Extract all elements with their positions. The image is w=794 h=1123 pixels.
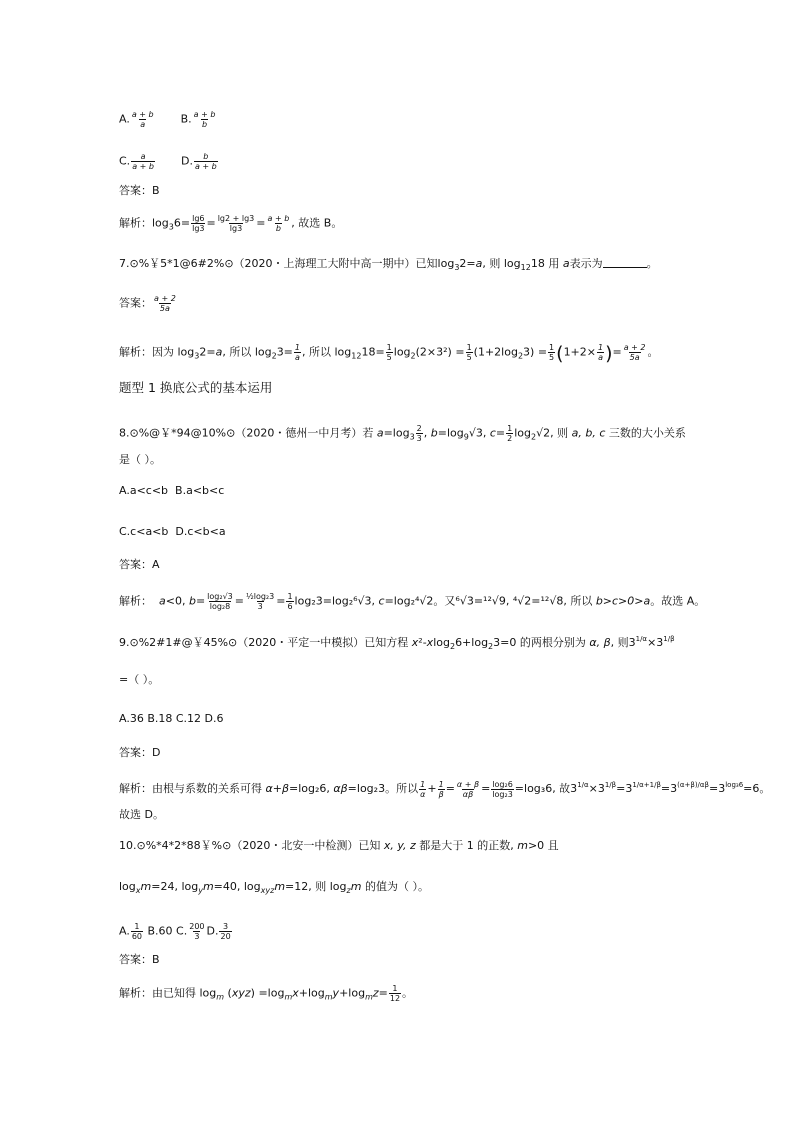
q9-question-line2: =（ ）。 — [119, 673, 160, 686]
option-d-fraction: $\frac{b}{a + b}$ — [194, 152, 217, 171]
option-d-label: D. — [180, 154, 193, 168]
q10-analysis: 解析：由已知得 $\log_m (xyz) =\log_mx+\log_my+\log_mz=$ $\frac{1}{12}$ 。 — [119, 984, 414, 1003]
q8-analysis: 解析： a<0, b= $\frac{\text{log₂√3}}{\text{log₂8}}$ = $\frac{\text{½log₂3}}{3}$ = $\frac{1}{6}$ log₂3=log₂⁶√3, c=log₂⁴√2。又⁶√3=¹²√9, ⁴√2=¹²√8, 所以 b>c>0>a。故选 A。 — [119, 592, 706, 611]
option-a-label: A. — [119, 112, 130, 126]
q8-question: 8.⊙%@￥*94@10%⊙（2020・德州一中月考）若 $a=\log_3$ $\frac{2}{3}$ , $b=\log_9√3$, c= $\frac{1}{2}$ $\log_2√2$, 则 a, b, c 三数的大小关系 — [119, 424, 686, 443]
q7-analysis: 解析：因为 $\log_32=a$, 所以 $\log_23=$ $\frac{1}{a}$ , 所以 $\log_{12}18=$ $\frac{1}{5}$ $\log_2(2\times 3^2)$ = $\frac{1}{5}$ $(1+2\log_23)$ = $\frac{1}{5}$ (1+2× $\frac{1}{a}$ )= $\frac{a + 2}{5a}$ 。 — [119, 342, 659, 365]
q9-answer: 答案：D — [119, 746, 161, 759]
q8-options-cd: C.c<a<b D.c<b<a — [119, 525, 226, 538]
q7-answer: 答案： $\frac{a + 2}{5a}$ — [119, 294, 176, 313]
q6-options-ab — [119, 110, 217, 129]
q8-answer: 答案：A — [119, 558, 160, 571]
q8-question-line2: 是（ ）。 — [119, 453, 161, 466]
q10-options: A. $\frac{1}{60}$ B.60 C. $\frac{200}{3}$ D. $\frac{3}{20}$ — [119, 922, 231, 941]
q9-question: 9.⊙%2#1#@￥45%⊙（2020・平定一中模拟）已知方程 $x^2-xlog_26+\log_23=0$ 的两根分别为 α, β, 则$3^{1/\alpha}\times 3^{1/\beta}$ — [119, 635, 675, 651]
q10-answer: 答案：B — [119, 953, 160, 966]
option-a-fraction: $\frac{a + b}{a}$ — [131, 110, 154, 129]
q8-options-ab: A.a<c<b B.a<b<c — [119, 484, 225, 497]
option-c-label: C. — [119, 154, 131, 168]
q9-analysis: 解析：由根与系数的关系可得 α+β=log₂6, αβ=log₂3。所以 $\frac{1}{\alpha}$ + $\frac{1}{\beta}$ = $\frac{\alpha + \beta}{\alpha\beta}$ = $\frac{\text{log₂6}}{\text{log₂3}}$ =log₃6, 故$3^{1/\alpha}\times 3^{1/\beta}=3^{1/\alpha+1/\beta}=3^{(\alpha+\beta)/\alpha\beta}=3^{log_36}=6$。 — [119, 779, 771, 799]
q9-options: A.36 B.18 C.12 D.6 — [119, 712, 224, 725]
option-b-label: B. — [180, 112, 192, 126]
q10-question: 10.⊙%*4*2*88￥%⊙（2020・北安一中检测）已知 x, y, z 都是大于 1 的正数, m>0 且 — [119, 839, 559, 852]
option-c-fraction: $\frac{a}{a + b}$ — [132, 152, 154, 171]
section-title: 题型 1 换底公式的基本运用 — [119, 380, 273, 395]
q6-options-cd — [119, 152, 219, 171]
answer-blank — [603, 257, 647, 268]
q7-question: 7.⊙%￥5*1@6#2%⊙（2020・上海理工大附中高一期中）已知$\log_32=a$, 则 $\log_{12}18$ 用 a表示为 。 — [119, 257, 658, 272]
q6-answer: 答案：B — [119, 184, 160, 197]
q6-analysis: 解析：$\log_36=$ $\frac{\lg 6}{\lg 3}$ = $\frac{\lg 2 + \lg 3}{\lg 3}$ = $\frac{a + b}{b}$ , 故选 B。 — [119, 214, 343, 233]
q10-question-line2: $\log_xm=24$, $\log_ym=40$, $\log_{xyz}m=12$, 则 $\log_zm$ 的值为（ ）。 — [119, 880, 429, 895]
q9-analysis-line2: 故选 D。 — [119, 808, 164, 821]
option-b-fraction: $\frac{a + b}{b}$ — [193, 110, 216, 129]
